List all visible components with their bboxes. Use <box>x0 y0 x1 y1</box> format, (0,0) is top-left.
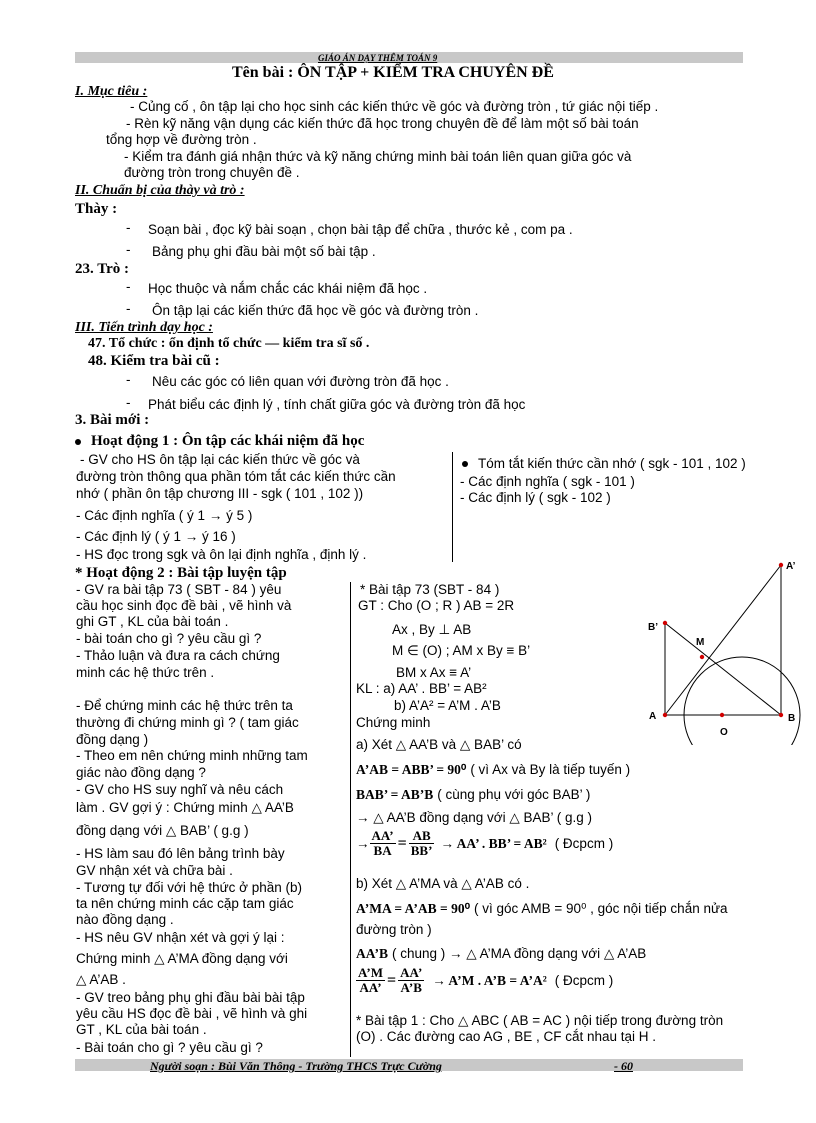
proof-a-intro: a) Xét △ AA’B và △ BAB’ có <box>356 737 522 752</box>
check-item-1: Nêu các góc có liên quan với đường tròn đã học . <box>152 374 449 389</box>
section-preparation-heading: II. Chuẩn bị của thày và trò : <box>75 183 245 198</box>
new-lesson-heading: 3. Bài mới : <box>75 412 150 428</box>
segment-a-a1 <box>665 565 781 715</box>
activity-2-left-line: △ A’AB . <box>76 972 126 987</box>
activity-2-left-line: - Thảo luận và đưa ra cách chứng <box>76 648 280 663</box>
proof-b-circle-text: đường tròn ) <box>356 922 432 937</box>
proof-a-similar: → △ AA’B đồng dạng với △ BAB’ ( g.g ) <box>356 810 592 825</box>
point-b <box>779 713 783 717</box>
activity-2-left-line: - HS nêu GV nhận xét và gợi ý lại : <box>76 930 285 945</box>
dash-icon: - <box>126 301 131 316</box>
dash-icon: - <box>126 220 131 235</box>
activity-2-left-line: - GV treo bảng phụ ghi đầu bài bài tập <box>76 990 305 1005</box>
activity-1-left-1: - GV cho HS ôn tập lại các kiến thức về góc và <box>80 452 360 467</box>
fraction-am-aa: $\frac{A’M}{AA’}$ <box>358 965 384 995</box>
activity-2-left-line: - Tương tự đối với hệ thức ở phần (b) <box>76 880 303 895</box>
organization-item: 47. Tổ chức : ổn định tổ chức — kiểm tra sĩ số . <box>88 336 370 351</box>
exercise-73-given: GT : Cho (O ; R ) AB = 2R <box>358 598 515 613</box>
proof-a-ratio: → $\frac{AA’}{BA}$ = $\frac{AB}{BB’}$ → AA’ . BB’ = AB² ( Đcpcm ) <box>356 828 614 858</box>
label-m: M <box>696 637 705 648</box>
activity-2-left-line: - GV ra bài tập 73 ( SBT - 84 ) yêu <box>76 582 282 597</box>
activity-1-left-6: - HS đọc trong sgk và ôn lại định nghĩa , định lý . <box>76 547 367 562</box>
objective-line-4: - Kiểm tra đánh giá nhận thức và kỹ năng chứng minh bài toán liên quan giữa góc và <box>124 149 632 164</box>
summary-title: Tóm tắt kiến thức cần nhớ ( sgk - 101 , 102 ) <box>462 456 746 471</box>
point-a <box>663 713 667 717</box>
activity-2-left-line: đồng dạng với △ BAB’ ( g.g ) <box>76 823 249 838</box>
column-divider <box>350 582 351 1057</box>
point-m <box>700 655 704 659</box>
bullet-icon <box>75 439 81 445</box>
activity-2-left-line: - Bài toán cho gì ? yêu cầu gì ? <box>76 1040 263 1055</box>
label-b1: B’ <box>648 622 658 633</box>
label-a1: A’ <box>786 561 796 572</box>
student-item-1: Học thuộc và nắm chắc các khái niệm đã học . <box>148 281 428 296</box>
dash-icon: - <box>126 395 131 410</box>
summary-item-2: - Các định lý ( sgk - 102 ) <box>460 490 611 505</box>
section-process-heading: III. Tiến trình dạy học : <box>75 320 213 335</box>
teacher-item-1: Soạn bài , đọc kỹ bài soạn , chọn bài tập để chữa , thước kẻ , com pa . <box>148 222 573 237</box>
proof-b-angle-line: A’MA = A’AB = 90⁰ ( vì góc AMB = 90⁰ , góc nội tiếp chắn nửa <box>356 901 728 916</box>
activity-2-left-line: - Theo em nên chứng minh những tam <box>76 748 308 763</box>
activity-1-left-3: nhớ ( phần ôn tập chương III - sgk ( 101 , 102 )) <box>76 486 364 501</box>
dash-icon: - <box>126 242 131 257</box>
point-a1 <box>779 563 783 567</box>
bullet-icon <box>462 461 468 467</box>
activity-2-left-line: Chứng minh △ A’MA đồng dạng với <box>76 951 288 966</box>
activity-1-title: Hoạt động 1 : Ôn tập các khái niệm đã học <box>75 433 364 450</box>
summary-item-1: - Các định nghĩa ( sgk - 101 ) <box>460 474 635 489</box>
activity-2-left-line: - Để chứng minh các hệ thức trên ta <box>76 698 293 713</box>
activity-2-left-line: GT , KL của bài toán . <box>76 1022 207 1037</box>
activity-2-left-line: đồng dạng ) <box>76 732 149 747</box>
dash-icon: - <box>126 372 131 387</box>
activity-2-left-line: giác nào đồng dạng ? <box>76 765 206 780</box>
activity-2-title: * Hoạt động 2 : Bài tập luyện tập <box>75 565 287 581</box>
activity-1-left-4: - Các định nghĩa ( ý 1 → ý 5 ) <box>76 508 253 523</box>
proof-heading: Chứng minh <box>356 715 431 730</box>
fraction-aa-ab: $\frac{AA’}{A’B}$ <box>400 965 423 995</box>
activity-2-left-line: nào đồng dạng . <box>76 912 174 927</box>
objective-line-2: - Rèn kỹ năng vận dụng các kiến thức đã học trong chuyên đề để làm một số bài toán <box>126 116 639 131</box>
segment-b1-b <box>665 623 781 715</box>
exercise-73-title: * Bài tập 73 (SBT - 84 ) <box>360 582 500 597</box>
point-o <box>720 713 724 717</box>
check-old-lesson: 48. Kiểm tra bài cũ : <box>88 353 220 369</box>
exercise-73-given-3: M ∈ (O) ; AM x By ≡ B’ <box>392 643 531 658</box>
student-item-2: Ôn tập lại các kiến thức đã học về góc và đường tròn . <box>152 303 479 318</box>
fraction-ab-bb: $\frac{AB}{BB’}$ <box>410 828 433 858</box>
point-b1 <box>663 621 667 625</box>
exercise-1-line-2: (O) . Các đường cao AG , BE , CF cắt nhau tại H . <box>356 1029 657 1044</box>
activity-2-left-line: - HS làm sau đó lên bảng trình bày <box>76 846 285 861</box>
teacher-label: Thày : <box>75 201 118 217</box>
proof-a-angle-line-2: BAB’ = AB’B ( cùng phụ với góc BAB’ ) <box>356 787 591 802</box>
activity-2-left-line: GV nhận xét và chữa bài . <box>76 863 233 878</box>
asterisk-icon: * <box>75 565 87 581</box>
dash-icon: - <box>126 279 131 294</box>
circle-o <box>684 657 800 745</box>
section-objectives-heading: I. Mục tiêu : <box>75 84 148 99</box>
exercise-73-given-4: BM x Ax ≡ A’ <box>396 665 472 680</box>
header-text: GIÁO ÁN DẠY THÊM TOÁN 9 <box>318 53 438 63</box>
student-label: 23. Trò : <box>75 261 130 277</box>
exercise-73-conclusion-b: b) A’A² = A’M . A’B <box>394 698 501 713</box>
label-b: B <box>788 713 796 724</box>
footer-author: Người soạn : Bùi Văn Thông - Trường THCS Trực Cường <box>150 1059 442 1073</box>
label-o: O <box>720 727 728 738</box>
objective-line-1: - Củng cố , ôn tập lại cho học sinh các kiến thức về góc và đường tròn , tứ giác nội tiếp . <box>130 99 659 114</box>
activity-2-left-line: - GV cho HS suy nghĩ và nêu cách <box>76 782 284 797</box>
fraction-aa-ba: $\frac{AA’}{BA}$ <box>371 828 394 858</box>
label-a: A <box>649 711 657 722</box>
column-divider <box>452 452 453 562</box>
objective-line-3: tổng hợp về đường tròn . <box>106 132 257 147</box>
objective-line-5: đường tròn trong chuyên đề . <box>124 165 300 180</box>
activity-2-left-line: ghi GT , KL của bài toán . <box>76 614 229 629</box>
teacher-item-2: Bảng phụ ghi đầu bài một số bài tập . <box>152 244 376 259</box>
activity-2-left-line: làm . GV gợi ý : Chứng minh △ AA’B <box>76 800 294 815</box>
check-item-2: Phát biểu các định lý , tính chất giữa góc và đường tròn đã học <box>148 397 526 412</box>
proof-b-intro: b) Xét △ A’MA và △ A’AB có . <box>356 876 530 891</box>
activity-2-left-line: thường đi chứng minh gì ? ( tam giác <box>76 715 299 730</box>
exercise-73-conclusion: KL : a) AA’ . BB’ = AB² <box>356 681 487 696</box>
activity-2-left-line: - bài toán cho gì ? yêu cầu gì ? <box>76 631 262 646</box>
proof-b-ratio: $\frac{A’M}{AA’}$ = $\frac{AA’}{A’B}$ → A’M . A’B = A’A² ( Đcpcm ) <box>358 965 614 995</box>
page-title: Tên bài : ÔN TẬP + KIỂM TRA CHUYÊN ĐỀ <box>232 64 554 81</box>
activity-1-left-2: đường tròn thông qua phần tóm tắt các kiến thức cần <box>76 469 396 484</box>
activity-2-left-line: minh các hệ thức trên . <box>76 665 215 680</box>
geometry-figure <box>640 555 810 745</box>
proof-a-angle-line: A’AB = ABB’ = 90⁰ ( vì Ax và By là tiếp tuyến ) <box>356 762 631 777</box>
activity-1-left-5: - Các định lý ( ý 1 → ý 16 ) <box>76 529 236 544</box>
proof-b-common-angle: AA’B ( chung ) → △ A’MA đồng dạng với △ A’AB <box>356 946 647 961</box>
arrow-icon: → <box>356 836 370 851</box>
activity-2-left-line: yêu cầu HS đọc đề bài , vẽ hình và ghi <box>76 1006 308 1021</box>
activity-2-left-line: ta nên chứng minh các cặp tam giác <box>76 896 294 911</box>
exercise-73-given-2: Ax , By ⊥ AB <box>392 622 472 637</box>
activity-2-left-line: cầu học sinh đọc đề bài , vẽ hình và <box>76 598 292 613</box>
exercise-1-title: * Bài tập 1 : Cho △ ABC ( AB = AC ) nội tiếp trong đường tròn <box>356 1013 724 1028</box>
footer-page-number: - 60 <box>614 1059 633 1073</box>
